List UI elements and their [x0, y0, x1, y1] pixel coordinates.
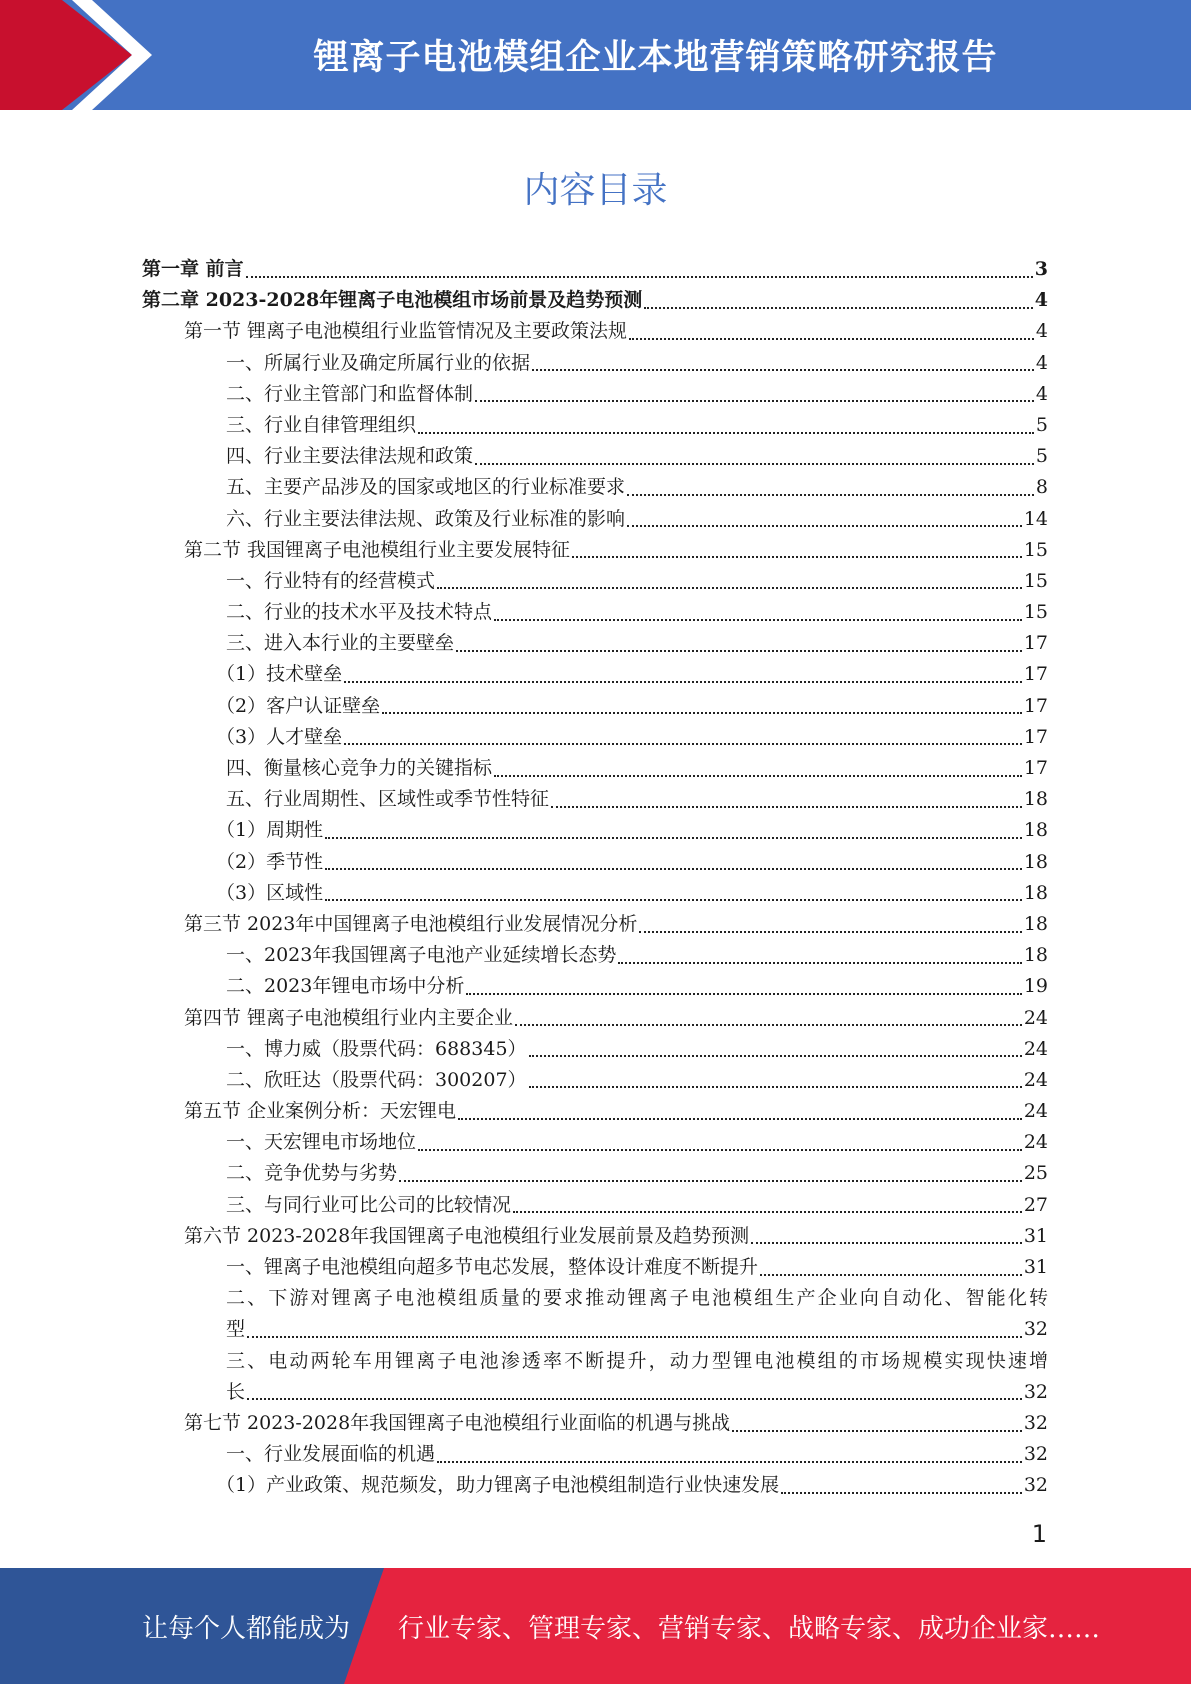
toc-entry[interactable]: [142, 316, 1048, 347]
toc-entry-page: 31: [1023, 1256, 1048, 1278]
toc-entry-title: 一、锂离子电池模组向超多节电芯发展，整体设计难度不断提升: [226, 1256, 759, 1278]
toc-entry-page: 32: [1023, 1474, 1048, 1497]
toc-entry[interactable]: [142, 504, 1048, 535]
toc-entry-title: 第二章 2023-2028年锂离子电池模组市场前景及趋势预测: [142, 289, 643, 312]
toc-leader-dots: [475, 400, 1034, 402]
toc-entry-title: 一、行业发展面临的机遇: [226, 1443, 436, 1466]
toc-entry[interactable]: [142, 1314, 1048, 1345]
toc-leader-dots: [515, 1024, 1022, 1026]
toc-leader-dots: [639, 931, 1021, 933]
toc-leader-dots: [529, 1055, 1022, 1057]
toc-entry-title: 二、行业主管部门和监督体制: [226, 382, 474, 405]
toc-entry-page: 15: [1023, 601, 1048, 624]
toc-entry-page: 17: [1023, 694, 1048, 717]
toc-entry[interactable]: [142, 1190, 1048, 1221]
toc-leader-dots: [325, 868, 1022, 870]
toc-entry-page: 18: [1023, 944, 1048, 967]
toc-entry-title: 型: [226, 1318, 246, 1341]
toc-leader-dots: [458, 1118, 1022, 1120]
toc-entry-title: 第三节 2023年中国锂离子电池模组行业发展情况分析: [184, 912, 638, 935]
header-banner: [0, 0, 1191, 110]
toc-leader-dots: [325, 899, 1022, 901]
toc-leader-dots: [629, 338, 1034, 340]
toc-entry[interactable]: [142, 1283, 1048, 1314]
toc-entry-page: 24: [1023, 1131, 1048, 1154]
toc-entry-title: 六、行业主要法律法规、政策及行业标准的影响: [226, 507, 626, 530]
toc-entry[interactable]: [142, 722, 1048, 753]
toc-entry[interactable]: [142, 753, 1048, 784]
toc-entry-page: 18: [1023, 788, 1048, 811]
toc-entry-title: 二、欣旺达（股票代码：300207）: [226, 1068, 527, 1091]
toc-entry-title: 第一章 前言: [142, 258, 244, 280]
toc-entry-page: 5: [1035, 445, 1048, 468]
toc-entry[interactable]: [142, 441, 1048, 472]
toc-entry[interactable]: [142, 1158, 1048, 1189]
toc-entry-page: 18: [1023, 850, 1048, 873]
toc-entry[interactable]: [142, 1127, 1048, 1158]
toc-entry-page: 4: [1034, 289, 1048, 312]
toc-entry-page: 25: [1023, 1162, 1048, 1185]
toc-entry[interactable]: [142, 1439, 1048, 1470]
toc-leader-dots: [751, 1242, 1022, 1244]
page-number: 1: [1031, 1520, 1047, 1548]
toc-entry[interactable]: [142, 659, 1048, 690]
toc-entry[interactable]: [142, 1408, 1048, 1439]
toc-entry-page: 24: [1023, 1006, 1048, 1029]
toc-entry-title: （2）客户认证壁垒: [216, 694, 381, 717]
toc-leader-dots: [418, 1149, 1022, 1151]
toc-entry[interactable]: [142, 1470, 1048, 1501]
toc-entry-page: 24: [1023, 1100, 1048, 1123]
toc-entry-page: 18: [1023, 912, 1048, 935]
toc-entry-title: 二、下游对锂离子电池模组质量的要求推动锂离子电池模组生产企业向自动化、智能化转: [226, 1287, 1048, 1310]
toc-leader-dots: [382, 712, 1022, 714]
toc-entry-title: 一、所属行业及确定所属行业的依据: [226, 351, 531, 374]
toc-entry[interactable]: [142, 1065, 1048, 1096]
toc-leader-dots: [344, 743, 1022, 745]
toc-entry[interactable]: [142, 535, 1048, 566]
toc-entry-page: 19: [1023, 975, 1048, 998]
toc-entry-title: （3）区域性: [216, 881, 324, 904]
toc-leader-dots: [325, 837, 1022, 839]
toc-entry-page: 24: [1023, 1068, 1048, 1091]
toc-entry-page: 17: [1023, 632, 1048, 655]
toc-entry-title: 第四节 锂离子电池模组行业内主要企业: [184, 1006, 514, 1029]
toc-entry-page: 8: [1035, 476, 1048, 499]
toc-entry[interactable]: [142, 971, 1048, 1002]
toc-entry-title: 三、电动两轮车用锂离子电池渗透率不断提升，动力型锂电池模组的市场规模实现快速增: [226, 1349, 1048, 1372]
toc-entry[interactable]: [142, 1034, 1048, 1065]
toc-leader-dots: [247, 1336, 1022, 1338]
toc-leader-dots: [572, 556, 1022, 558]
toc-entry[interactable]: [142, 597, 1048, 628]
toc-leader-dots: [247, 1398, 1022, 1400]
toc-leader-dots: [475, 463, 1034, 465]
toc-entry-title: （1）产业政策、规范频发，助力锂离子电池模组制造行业快速发展: [216, 1474, 780, 1497]
toc-entry[interactable]: [142, 784, 1048, 815]
toc-entry-title: （1）周期性: [216, 819, 324, 842]
toc-entry-page: 24: [1023, 1037, 1048, 1060]
toc-leader-dots: [437, 1461, 1022, 1463]
toc-entry-title: 二、竞争优势与劣势: [226, 1162, 398, 1185]
toc-entry-title: 长: [226, 1380, 246, 1403]
toc-leader-dots: [344, 681, 1022, 683]
toc-entry[interactable]: [142, 628, 1048, 659]
table-of-contents: [142, 254, 1048, 1502]
toc-leader-dots: [532, 369, 1034, 371]
report-title: 锂离子电池模组企业本地营销策略研究报告: [313, 38, 998, 78]
toc-entry-title: （3）人才壁垒: [216, 725, 343, 748]
toc-leader-dots: [551, 806, 1022, 808]
toc-entry-title: （2）季节性: [216, 850, 324, 873]
toc-leader-dots: [513, 1211, 1022, 1213]
toc-entry-title: （1）技术壁垒: [216, 663, 343, 686]
toc-entry-title: 一、2023年我国锂离子电池产业延续增长态势: [226, 944, 617, 967]
toc-entry[interactable]: [142, 909, 1048, 940]
toc-leader-dots: [618, 962, 1021, 964]
toc-entry-title: 第一节 锂离子电池模组行业监管情况及主要政策法规: [184, 320, 628, 343]
toc-entry-page: 17: [1023, 663, 1048, 686]
toc-entry-title: 二、行业的技术水平及技术特点: [226, 601, 493, 624]
toc-leader-dots: [732, 1430, 1022, 1432]
toc-leader-dots: [529, 1086, 1022, 1088]
footer-slogan-right: 行业专家、管理专家、营销专家、战略专家、成功企业家……: [398, 1613, 1101, 1644]
toc-entry[interactable]: [142, 1096, 1048, 1127]
toc-entry[interactable]: [142, 1377, 1048, 1408]
toc-leader-dots: [494, 775, 1022, 777]
toc-entry-page: 14: [1023, 507, 1048, 530]
toc-leader-dots: [418, 432, 1034, 434]
toc-leader-dots: [781, 1492, 1022, 1494]
toc-entry-title: 五、主要产品涉及的国家或地区的行业标准要求: [226, 476, 626, 499]
toc-entry-page: 31: [1023, 1224, 1048, 1247]
toc-leader-dots: [627, 525, 1022, 527]
toc-entry[interactable]: [142, 285, 1048, 316]
toc-entry-page: 32: [1023, 1443, 1048, 1466]
toc-entry-title: 一、行业特有的经营模式: [226, 569, 436, 592]
toc-entry-page: 5: [1035, 413, 1048, 436]
toc-entry-title: 四、衡量核心竞争力的关键指标: [226, 757, 493, 779]
toc-entry[interactable]: [142, 410, 1048, 441]
toc-entry[interactable]: [142, 691, 1048, 722]
toc-entry-title: 第六节 2023-2028年我国锂离子电池模组行业发展前景及趋势预测: [184, 1224, 750, 1247]
toc-entry[interactable]: [142, 878, 1048, 909]
toc-leader-dots: [437, 587, 1022, 589]
footer-slogan-left: 让每个人都能成为: [142, 1613, 351, 1644]
toc-entry-page: 18: [1023, 819, 1048, 842]
toc-leader-dots: [399, 1180, 1022, 1182]
toc-entry-page: 32: [1023, 1411, 1048, 1434]
toc-entry[interactable]: [142, 940, 1048, 971]
toc-entry[interactable]: [142, 815, 1048, 846]
toc-entry[interactable]: [142, 379, 1048, 410]
toc-entry-page: 17: [1023, 757, 1048, 779]
toc-entry-page: 32: [1023, 1380, 1048, 1403]
toc-entry[interactable]: [142, 254, 1048, 285]
toc-entry-title: 第二节 我国锂离子电池模组行业主要发展特征: [184, 538, 571, 561]
toc-entry[interactable]: [142, 566, 1048, 597]
toc-entry[interactable]: [142, 348, 1048, 379]
toc-entry-page: 4: [1035, 351, 1048, 374]
toc-entry-title: 一、天宏锂电市场地位: [226, 1131, 417, 1154]
toc-entry-page: 3: [1034, 258, 1048, 280]
toc-entry[interactable]: [142, 1221, 1048, 1252]
toc-entry[interactable]: [142, 847, 1048, 878]
toc-entry[interactable]: [142, 472, 1048, 503]
toc-entry-title: 第五节 企业案例分析：天宏锂电: [184, 1100, 457, 1123]
toc-leader-dots: [627, 494, 1034, 496]
toc-entry-title: 一、博力威（股票代码：688345）: [226, 1037, 527, 1060]
toc-entry-title: 二、2023年锂电市场中分析: [226, 975, 465, 998]
toc-entry-title: 三、行业自律管理组织: [226, 413, 417, 436]
toc-leader-dots: [246, 276, 1033, 278]
toc-entry-page: 32: [1023, 1318, 1048, 1341]
toc-heading: 内容目录: [523, 170, 668, 211]
toc-entry-title: 四、行业主要法律法规和政策: [226, 445, 474, 468]
toc-entry-title: 第七节 2023-2028年我国锂离子电池模组行业面临的机遇与挑战: [184, 1411, 731, 1434]
toc-entry-title: 五、行业周期性、区域性或季节性特征: [226, 788, 550, 811]
toc-leader-dots: [456, 650, 1022, 652]
toc-leader-dots: [644, 307, 1033, 309]
toc-entry-title: 三、与同行业可比公司的比较情况: [226, 1193, 512, 1216]
toc-entry[interactable]: [142, 1346, 1048, 1377]
toc-entry-page: 17: [1023, 725, 1048, 748]
footer-banner: [0, 1568, 1191, 1684]
toc-entry-page: 18: [1023, 881, 1048, 904]
toc-entry-title: 三、进入本行业的主要壁垒: [226, 632, 455, 655]
toc-entry-page: 15: [1023, 538, 1048, 561]
toc-entry-page: 4: [1035, 382, 1048, 405]
toc-entry[interactable]: [142, 1252, 1048, 1283]
toc-leader-dots: [760, 1274, 1022, 1276]
toc-entry-page: 15: [1023, 569, 1048, 592]
toc-leader-dots: [494, 619, 1022, 621]
toc-entry-page: 4: [1035, 320, 1048, 343]
toc-leader-dots: [466, 993, 1021, 995]
toc-entry-page: 27: [1023, 1193, 1048, 1216]
toc-entry[interactable]: [142, 1003, 1048, 1034]
